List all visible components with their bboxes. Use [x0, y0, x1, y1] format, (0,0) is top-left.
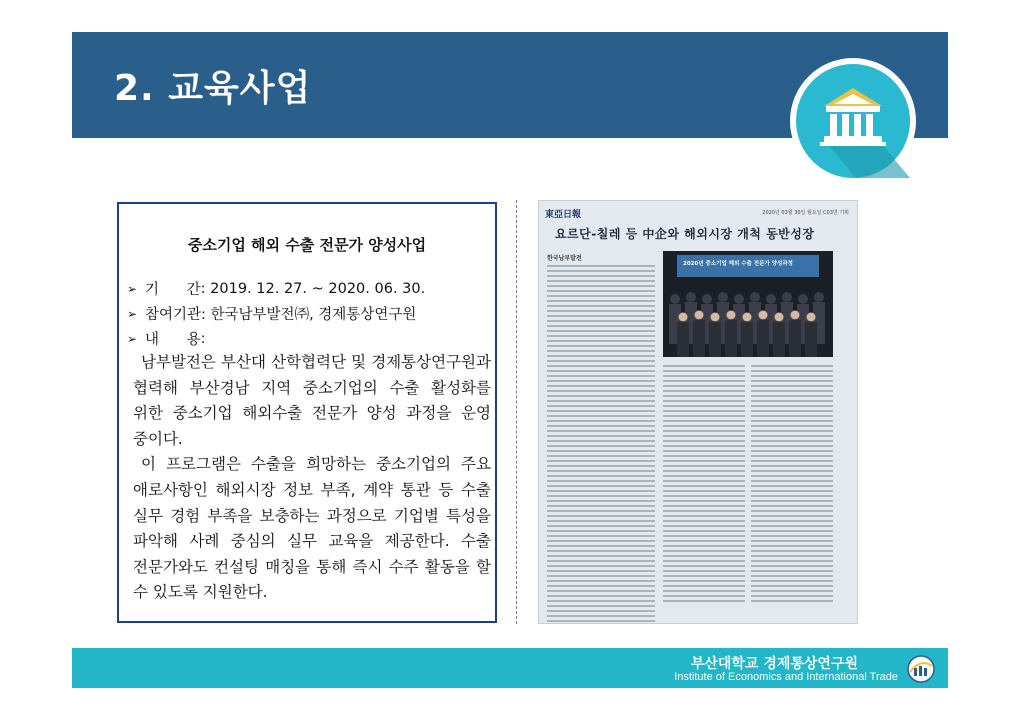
- people-silhouettes: [663, 277, 833, 357]
- article-column: [751, 365, 833, 605]
- arrow-bullet-icon: ➢: [127, 306, 138, 321]
- newspaper-headline: 요르단-칠레 등 中企와 해외시장 개척 동반성장: [555, 227, 815, 241]
- arrow-bullet-icon: ➢: [127, 281, 138, 296]
- event-banner-text: 2020년 중소기업 해외 수출 전문가 양성과정: [683, 261, 793, 267]
- institute-name-ko: 부산대학교 경제통상연구원: [690, 656, 858, 672]
- program-title: 중소기업 해외 수출 전문가 양성사업: [187, 236, 427, 254]
- meta-label: 참여기관: [145, 307, 202, 323]
- bank-building-icon: [790, 58, 916, 184]
- meta-row-period: [127, 276, 489, 301]
- description-paragraph: 이 프로그램은 수출을 희망하는 중소기업의 주요 애로사항인 해외시장 정보 부족, 계약 통관 등 수출 실무 경험 부족을 보충하는 과정으로 기업별 특성을 파악해 사례 중심의 실무 교육을 제공한다. 수출 전문가와도 컨설팅 매칭을 통해 즉시 수주 활동을 할 수 있도록 지원한다.: [133, 455, 491, 602]
- newspaper-clipping: [538, 200, 858, 624]
- arrow-bullet-icon: ➢: [127, 331, 138, 346]
- article-column: [547, 265, 655, 624]
- newspaper-date: 2020년 03월 30일 월요일 C03면 기획: [762, 210, 849, 216]
- meta-label: 내 용: [145, 332, 201, 348]
- meta-value: :: [200, 330, 206, 347]
- newspaper-section: 한국남부발전: [547, 255, 582, 262]
- meta-value: : 한국남부발전㈜, 경제통상연구원: [201, 307, 417, 323]
- institute-name-en: Institute of Economics and International Trade: [674, 671, 898, 683]
- page-title: 2. 교육사업: [114, 68, 312, 109]
- meta-row-content: [127, 326, 489, 351]
- program-info-box: [117, 202, 497, 623]
- group-photo: [663, 251, 833, 357]
- article-column: [663, 365, 745, 605]
- meta-row-partners: [127, 301, 489, 326]
- meta-label: 기 간: [145, 282, 201, 298]
- newspaper-masthead: 東亞日報: [545, 210, 582, 220]
- footer-bar: [72, 648, 948, 688]
- description-paragraph: 남부발전은 부산대 산학협력단 및 경제통상연구원과 협력해 부산경남 지역 중소기업의 수출 활성화를 위한 중소기업 해외수출 전문가 양성 과정을 운영 중이다.: [133, 353, 491, 448]
- program-meta: [127, 276, 489, 351]
- ieit-logo-icon: [904, 654, 938, 684]
- dashed-divider: [516, 200, 517, 624]
- meta-value: : 2019. 12. 27. ~ 2020. 06. 30.: [200, 280, 426, 297]
- program-description: [133, 350, 491, 606]
